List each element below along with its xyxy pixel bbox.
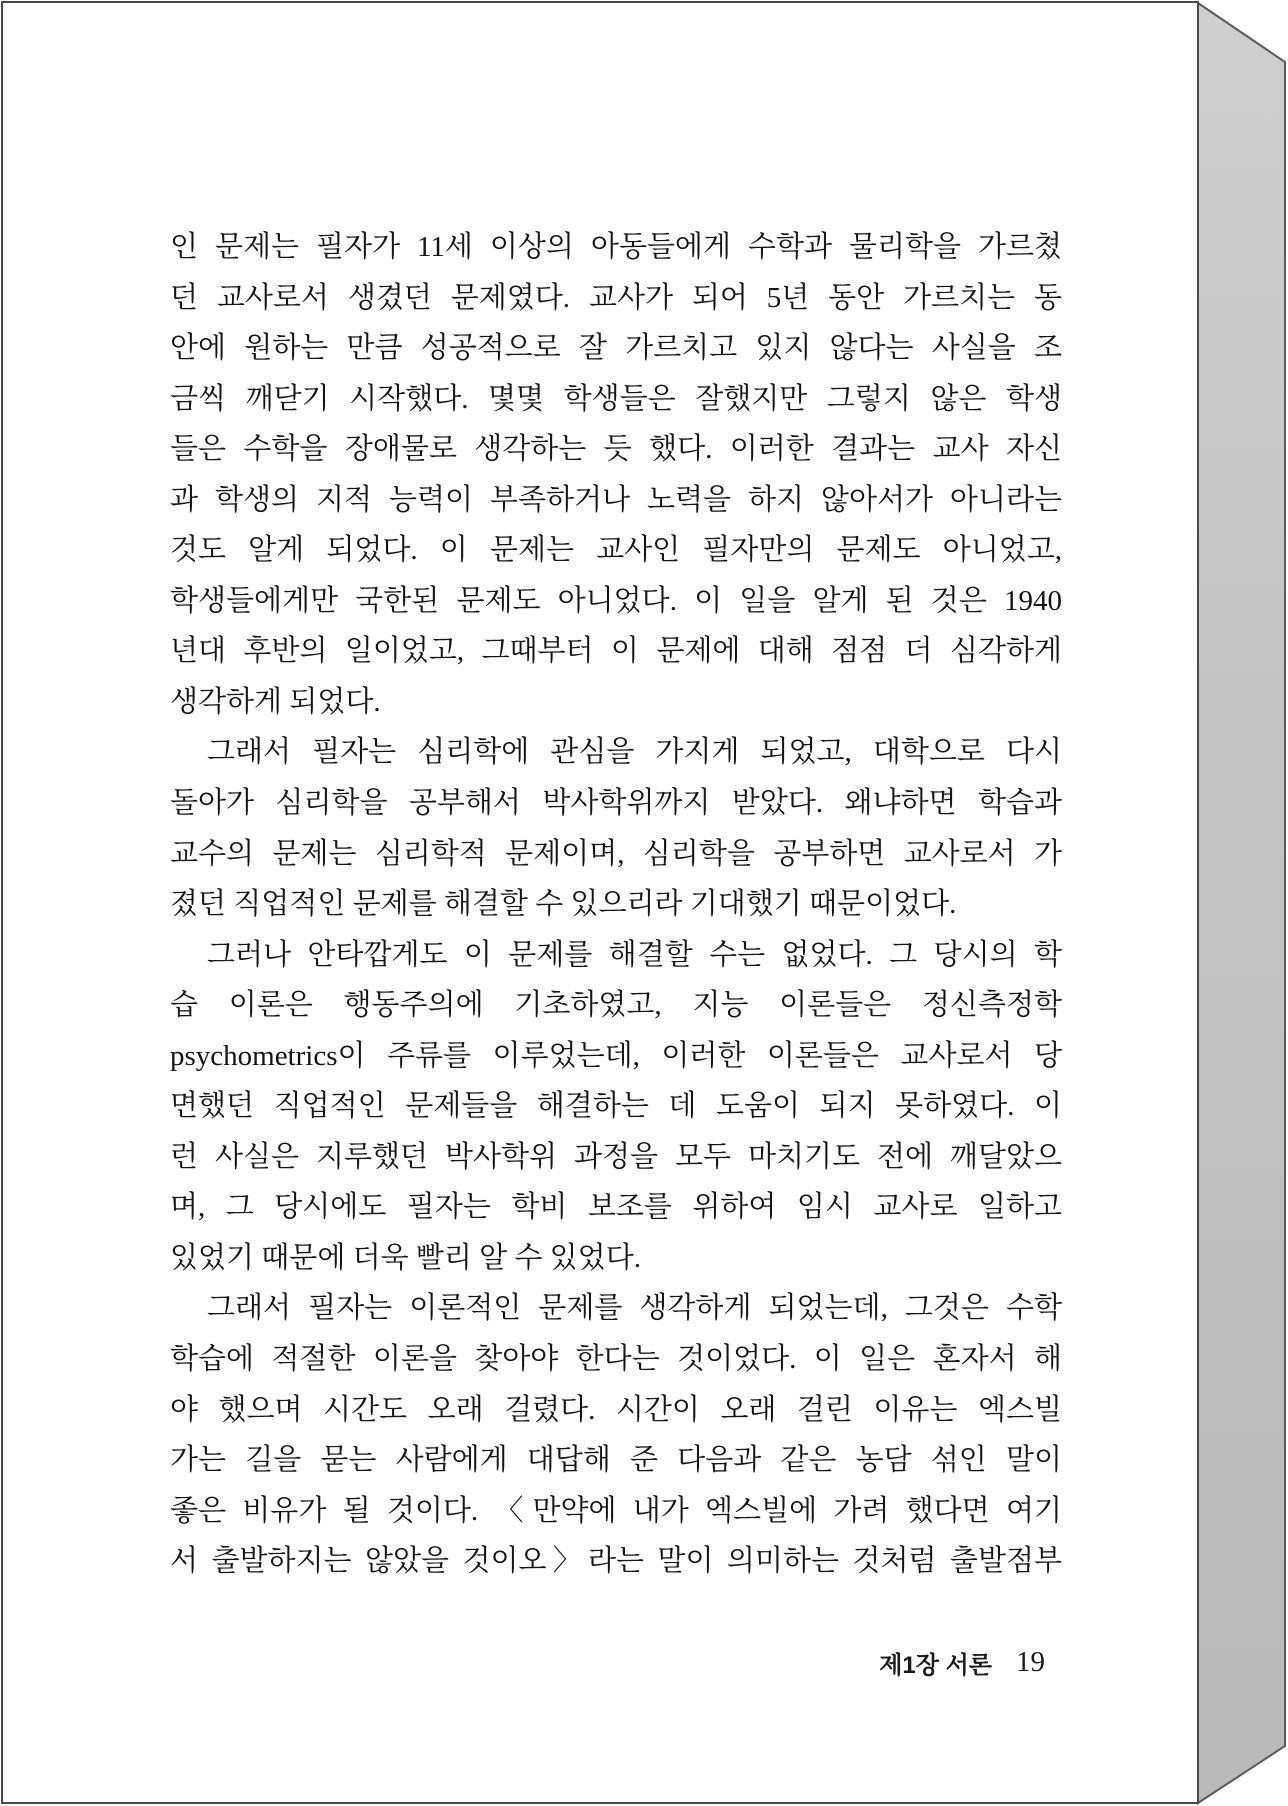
text-line: 생각하게 되었다. — [170, 685, 381, 718]
text-line: 서 출발하지는 않았을 것이오〉라는 말이 의미하는 것처럼 출발점부 — [170, 1545, 1062, 1578]
text-line: 돌아가 심리학을 공부해서 박사학위까지 받았다. 왜냐하면 학습과 — [170, 787, 1062, 820]
text-line: 좋은 비유가 될 것이다. 〈만약에 내가 엑스빌에 가려 했다면 여기 — [170, 1494, 1062, 1527]
text-line: 며, 그 당시에도 필자는 학비 보조를 위하여 임시 교사로 일하고 — [170, 1191, 1062, 1224]
paragraph — [170, 1283, 1062, 1586]
text-line: psychometrics이 주류를 이루었는데, 이러한 이론들은 교사로서 당 — [170, 1039, 1062, 1072]
text-line: 년대 후반의 일이었고, 그때부터 이 문제에 대해 점점 더 심각하게 — [170, 635, 1062, 668]
text-line: 인 문제는 필자가 11세 이상의 아동들에게 수학과 물리학을 가르쳤 — [170, 231, 1062, 263]
paragraph — [170, 930, 1062, 1284]
page-side-edge — [1198, 3, 1285, 1803]
text-line: 습 이론은 행동주의에 기초하였고, 지능 이론들은 정신측정학 — [170, 989, 1062, 1022]
paragraph — [170, 727, 1062, 929]
text-line: 교수의 문제는 심리학적 문제이며, 심리학을 공부하면 교사로서 가 — [170, 837, 1062, 870]
text-line: 야 했으며 시간도 오래 걸렸다. 시간이 오래 걸린 이유는 엑스빌 — [170, 1393, 1062, 1426]
page-number: 19 — [1016, 1645, 1045, 1678]
text-line: 있었기 때문에 더욱 빨리 알 수 있었다. — [170, 1241, 641, 1274]
paragraph — [170, 222, 1062, 727]
text-line: 들은 수학을 장애물로 생각하는 듯 했다. 이러한 결과는 교사 자신 — [170, 433, 1062, 466]
text-line: 가는 길을 묻는 사람에게 대답해 준 다음과 같은 농담 섞인 말이 — [170, 1444, 1062, 1477]
text-line: 학습에 적절한 이론을 찾아야 한다는 것이었다. 이 일은 혼자서 해 — [170, 1343, 1062, 1376]
text-line: 금씩 깨닫기 시작했다. 몇몇 학생들은 잘했지만 그렇지 않은 학생 — [170, 382, 1062, 415]
text-line: 안에 원하는 만큼 성공적으로 잘 가르치고 있지 않다는 사실을 조 — [170, 332, 1062, 365]
text-line: 던 교사로서 생겼던 문제였다. 교사가 되어 5년 동안 가르치는 동 — [170, 281, 1062, 314]
text-line: 학생들에게만 국한된 문제도 아니었다. 이 일을 알게 된 것은 1940 — [170, 584, 1062, 617]
text-line: 그래서 필자는 이론적인 문제를 생각하게 되었는데, 그것은 수학 — [207, 1292, 1062, 1325]
text-line: 그러나 안타깝게도 이 문제를 해결할 수는 없었다. 그 당시의 학 — [207, 938, 1062, 971]
text-line: 면했던 직업적인 문제들을 해결하는 데 도움이 되지 못하였다. 이 — [170, 1090, 1062, 1123]
text-line: 런 사실은 지루했던 박사학위 과정을 모두 마치기도 전에 깨달았으 — [170, 1140, 1062, 1173]
text-line: 것도 알게 되었다. 이 문제는 교사인 필자만의 문제도 아니었고, — [170, 534, 1062, 567]
body-text — [170, 222, 1062, 1587]
page-footer — [820, 1644, 1045, 1680]
text-line: 그래서 필자는 심리학에 관심을 가지게 되었고, 대학으로 다시 — [207, 736, 1062, 769]
running-footer-chapter: 제1장 서론 — [879, 1651, 992, 1679]
text-line: 과 학생의 지적 능력이 부족하거나 노력을 하지 않아서가 아니라는 — [170, 483, 1062, 516]
text-line: 졌던 직업적인 문제를 해결할 수 있으리라 기대했기 때문이었다. — [170, 888, 957, 921]
